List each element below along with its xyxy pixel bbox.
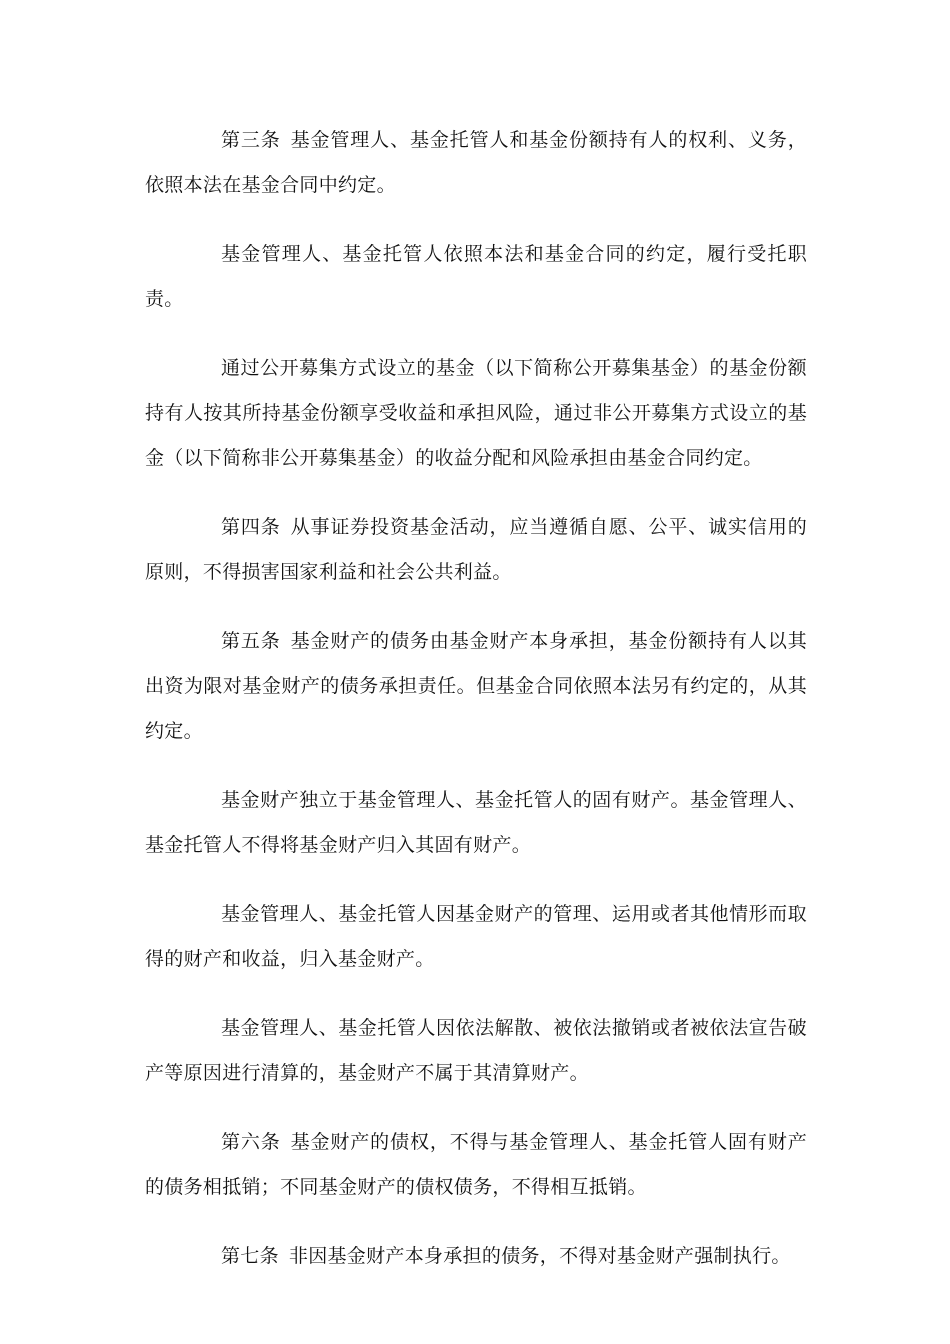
paragraph-text: 基金管理人、基金托管人和基金份额持有人的权利、义务，依照本法在基金合同中约定。 [145, 129, 807, 196]
paragraph-article-3 [145, 118, 807, 208]
paragraph-article-3-clause-2 [145, 232, 807, 322]
paragraph-text: 基金财产的债务由基金财产本身承担，基金份额持有人以其出资为限对基金财产的债务承担责任。但基金合同依照本法另有约定的，从其约定。 [145, 630, 807, 742]
paragraph-article-5-clause-3 [145, 892, 807, 982]
paragraph-article-3-clause-3 [145, 346, 807, 481]
document-body [145, 118, 807, 1303]
paragraph-article-4 [145, 505, 807, 595]
paragraph-text: 基金管理人、基金托管人依照本法和基金合同的约定，履行受托职责。 [145, 243, 807, 310]
paragraph-text: 基金财产的债权，不得与基金管理人、基金托管人固有财产的债务相抵销；不同基金财产的债权债务，不得相互抵销。 [145, 1131, 807, 1198]
article-number: 第四条 [221, 516, 281, 538]
paragraph-text: 非因基金财产本身承担的债务，不得对基金财产强制执行。 [288, 1245, 791, 1267]
paragraph-text: 基金管理人、基金托管人因基金财产的管理、运用或者其他情形而取得的财产和收益，归入基金财产。 [145, 903, 807, 970]
paragraph-text: 从事证券投资基金活动，应当遵循自愿、公平、诚实信用的原则，不得损害国家利益和社会公共利益。 [145, 516, 807, 583]
article-number: 第三条 [221, 129, 281, 151]
article-number: 第七条 [221, 1245, 279, 1267]
paragraph-article-6 [145, 1120, 807, 1210]
article-number: 第六条 [221, 1131, 281, 1153]
paragraph-article-7 [145, 1234, 807, 1279]
paragraph-text: 基金管理人、基金托管人因依法解散、被依法撤销或者被依法宣告破产等原因进行清算的，基金财产不属于其清算财产。 [145, 1017, 807, 1084]
paragraph-article-5 [145, 619, 807, 754]
paragraph-article-5-clause-2 [145, 778, 807, 868]
article-number: 第五条 [221, 630, 281, 652]
paragraph-text: 通过公开募集方式设立的基金（以下简称公开募集基金）的基金份额持有人按其所持基金份额享受收益和承担风险，通过非公开募集方式设立的基金（以下简称非公开募集基金）的收益分配和风险承担由基金合同约定。 [145, 357, 807, 469]
paragraph-article-5-clause-4 [145, 1006, 807, 1096]
paragraph-text: 基金财产独立于基金管理人、基金托管人的固有财产。基金管理人、基金托管人不得将基金财产归入其固有财产。 [145, 789, 807, 856]
